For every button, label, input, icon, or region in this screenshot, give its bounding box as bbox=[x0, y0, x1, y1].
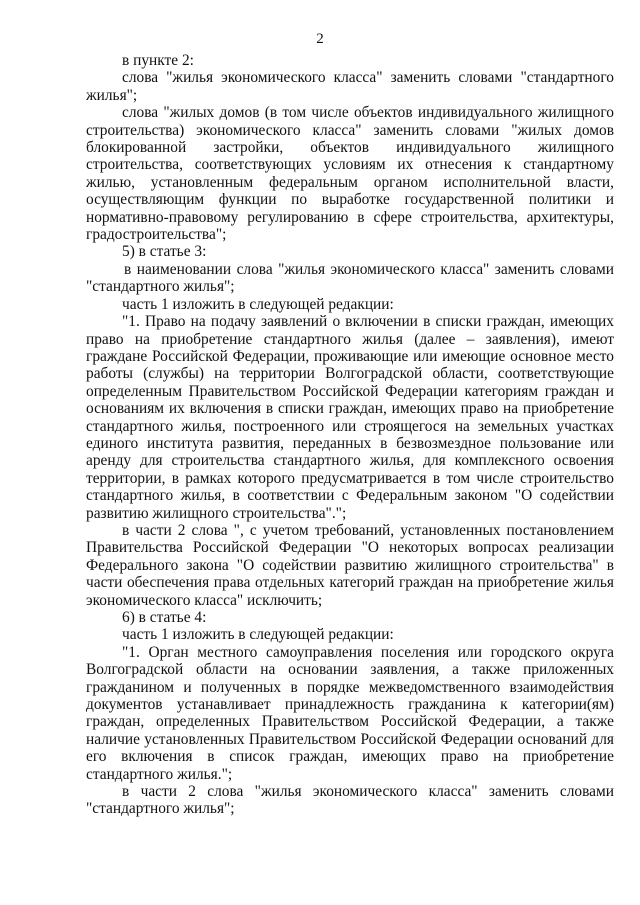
paragraph-article-4-heading: 6) в статье 4: bbox=[122, 609, 207, 626]
paragraph-article-4-part-2-change: в части 2 слова "жилья экономического класса" заменить словами "стандартного жилья"; bbox=[86, 783, 614, 818]
paragraph-article-4-part-1-intro: часть 1 изложить в следующей редакции: bbox=[122, 626, 394, 644]
document-body bbox=[86, 52, 614, 818]
paragraph-clause-2-heading: в пункте 2: bbox=[122, 52, 194, 69]
paragraph-article-3-title-change: в наименовании слова "жилья экономического класса" заменить словами "стандартного жилья"; bbox=[86, 260, 614, 296]
paragraph-article-3-heading: 5) в статье 3: bbox=[122, 243, 207, 261]
paragraph-replace-economy-class-housing: слова "жилья экономического класса" заменить словами "стандартного жилья"; bbox=[86, 69, 614, 104]
paragraph-article-3-part-2-change: в части 2 слова ", с учетом требований, установленных постановлением Правительства Российской Федерации "О некоторых вопросах реализации Федерального закона "О содействии развитию жилищного строительства" в части обеспечения права отдельных категорий граждан на приобретение жилья экономического класса" исключить; bbox=[86, 521, 614, 609]
paragraph-article-3-part-1-intro: часть 1 изложить в следующей редакции: bbox=[122, 295, 394, 313]
paragraph-article-3-part-1-text: "1. Право на подачу заявлений о включении в списки граждан, имеющих право на приобретение стандартного жилья (далее – заявления), имеют граждане Российской Федерации, проживающие или имеющие основное место работы (службы) на территории Волгоградской области, соответствующие определенным Правительством Российской Федерации категориям граждан и основаниям их включения в списки граждан, имеющих право на приобретение стандартного жилья, построенного или строящегося на земельных участках единого института развития, переданных в безвозмездное пользование или аренду для строительства стандартного жилья, для комплексного освоения территории, в рамках которого предусматривается в том числе строительство стандартного жилья, в соответствии с Федеральным законом "О содействии развитию жилищного строительства"."; bbox=[86, 313, 614, 522]
paragraph-article-4-part-1-text: "1. Орган местного самоуправления поселения или городского округа Волгоградской области на основании заявления, а также приложенных гражданином и полученных в порядке межведомственного взаимодействия документов устанавливает принадлежность гражданина к категории(ям) граждан, определенных Правительством Российской Федерации, а также наличие установленных Правительством Российской Федерации оснований для его включения в список граждан, имеющих право на приобретение стандартного жилья."; bbox=[86, 643, 614, 783]
page-number: 2 bbox=[316, 31, 324, 47]
paragraph-replace-residential-houses: слова "жилых домов (в том числе объектов индивидуального жилищного строительства) экономического класса" заменить словами "жилых домов блокированной застройки, объектов индивидуального жилищного строительства, соответствующих условиям их отнесения к стандартному жилью, установленным федеральным органом исполнительной власти, осуществляющим функции по выработке государственной политики и нормативно-правовому регулированию в сфере строительства, архитектуры, градостроительства"; bbox=[86, 104, 614, 244]
